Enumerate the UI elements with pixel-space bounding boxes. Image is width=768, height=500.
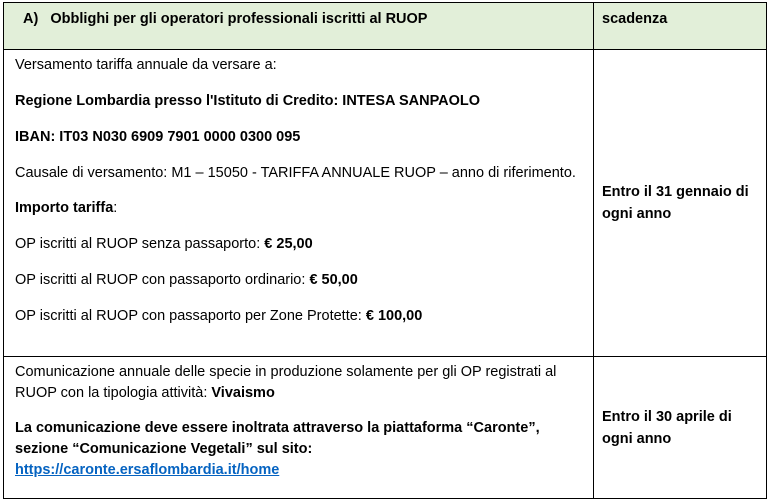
payment-deadline: Entro il 31 gennaio di ogni anno [602,184,749,222]
iban: IBAN: IT03 N030 6909 7901 0000 0300 095 [15,129,301,145]
link-line [15,460,585,481]
caronte-link[interactable]: https://caronte.ersaflombardia.it/home [15,462,280,478]
communication-text [15,362,585,404]
table-row-payment [4,50,767,357]
importo-label: Importo tariffa [15,200,114,216]
tariff-label: OP iscritti al RUOP con passaporto per Zone Protette: [15,308,366,324]
deadline-column-title: scadenza [602,11,668,27]
obligations-table [3,2,767,499]
header-title-cell [4,3,594,50]
section-title: Obblighi per gli operatori professionali iscritti al RUOP [50,11,428,27]
bank-name: Regione Lombardia presso l'Istituto di Credito: INTESA SANPAOLO [15,93,481,109]
tariff-amount: € 100,00 [365,308,423,324]
communication-note: La comunicazione deve essere inoltrata attraverso la piattaforma “Caronte”, sezione “Comunicazione Vegetali” sul sito: [15,420,540,457]
tariff-line [15,270,585,291]
table-row-communication [4,357,767,499]
payment-details-cell [4,50,594,357]
communication-deadline-cell [594,357,767,499]
tariff-label: OP iscritti al RUOP con passaporto ordinario: [15,272,310,288]
header-deadline-cell [594,3,767,50]
header-row [4,3,767,50]
tariff-amount: € 25,00 [264,236,313,252]
tariff-line [15,306,585,327]
payment-causale: Causale di versamento: M1 – 15050 - TARIFFA ANNUALE RUOP – anno di riferimento. [15,165,576,181]
communication-deadline: Entro il 30 aprile di ogni anno [602,408,732,447]
communication-desc: Comunicazione annuale delle specie in produzione solamente per gli OP registrati al RUOP con la tipologia attività: [15,364,557,401]
importo-heading [15,198,585,219]
tariff-line [15,234,585,255]
tariff-label: OP iscritti al RUOP senza passaporto: [15,236,265,252]
payment-deadline-cell [594,50,767,357]
payment-intro: Versamento tariffa annuale da versare a: [15,57,277,73]
activity-type: Vivaismo [211,385,275,401]
section-label: A) [23,11,39,27]
tariff-amount: € 50,00 [309,272,358,288]
communication-details-cell [4,357,594,499]
importo-colon: : [113,200,118,216]
